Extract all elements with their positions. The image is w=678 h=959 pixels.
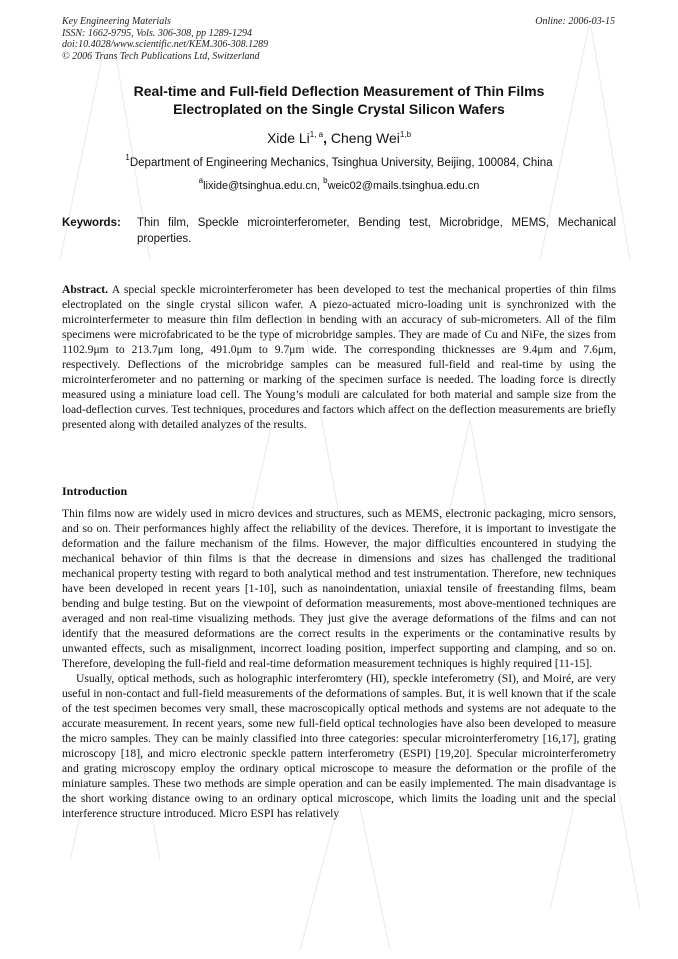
affiliation-text: Department of Engineering Mechanics, Tsinghua University, Beijing, 100084, China [129,157,553,169]
author-list [62,130,616,146]
author-2: Cheng Wei [330,130,400,146]
email-b: weic02@mails.tsinghua.edu.cn [327,180,480,192]
affiliation [62,153,616,169]
email-a-sup: a [198,176,204,185]
journal-header [62,16,268,62]
author-1-sup: 1, a [309,130,324,139]
email-b-sup: b [323,176,328,185]
keywords-block [62,215,616,247]
author-emails [62,176,616,192]
journal-name: Key Engineering Materials [62,16,171,27]
author-separator: , [323,130,331,146]
title-line-2: Electroplated on the Single Crystal Silicon Wafers [173,101,505,117]
abstract [62,282,616,432]
title-line-1: Real-time and Full-field Deflection Measurement of Thin Films [133,83,545,99]
keywords-text: Thin film, Speckle microinterferometer, Bending test, Microbridge, MEMS, Mechanical properties. [137,217,616,245]
intro-paragraph-1: Thin films now are widely used in micro devices and structures, such as MEMS, electronic packaging, micro sensors, and so on. Their performances highly affect the reliability of the devices. Therefore, it is important to investigate the deformation and the failure mechanism of the films. However, the major difficulties encountered in studying the mechanical behavior of thin films is that the decrease in dimensions and sizes has challenged the traditional mechanical property testing with regard to both analytical method and test instrumentation. Therefore, new techniques have been developed in recent years [1-10], such as nanoindentation, uniaxial tensile of freestanding films, beam bending and bulge testing. But on the viewpoint of deformation measurements, most above-mentioned techniques are averaged and non real-time visualizing methods. They just give the average deformations of the films and can not identify that the measured deformations are the correct results in the experiments or the contaminative results by unwanted effects, such as misalignment, incorrect loading position, imperfect supporting and clamping, and so on. Therefore, developing the full-field and real-time deformation measurement techniques is highly required [11-15]. [62,507,616,670]
author-1: Xide Li [266,130,310,146]
email-a: lixide@tsinghua.edu.cn, [203,180,324,192]
abstract-label: Abstract. [62,283,109,296]
author-2-sup: 1,b [399,130,412,139]
introduction-heading: Introduction [62,484,128,498]
intro-paragraph-2: Usually, optical methods, such as holographic interferomtery (HI), speckle inteferometry (SI), and Moiré, are very useful in non-contact and full-field measurements of the deformations of samples. But, it is well known that if the scale of the test specimen becomes very small, these macroscopically optical methods and systems are not adequate to the accurate measurement. In recent years, some new full-field optical technologies have also been developed to measure the micro samples. They can be mainly classified into three categories: specular microinterferometry [16,17], grating microscopy [18], and micro electronic speckle pattern interferometry (ESPI) [19,20]. Specular microinterferometry and grating microscopy employ the ordinary optical microscope to measure the deformation or the profile of the miniature samples. These two methods are simple operation and can be easily implemented. The main disadvantage is the short working distance owing to an ordinary optical microscope, which limits the loading unit and the special interference structure introduced. Micro ESPI has relatively [62,672,616,820]
affiliation-sup: 1 [125,153,130,162]
abstract-text: A special speckle microinterferometer has been developed to test the mechanical properties of thin films electroplated on the single crystal silicon wafer. A piezo-actuated micro-loading unit is synchronized with the microinterfermeter to measure thin film deflection in bending with an accuracy of sub-micrometers. All of the film specimens were microfabricated to be the type of microbridge samples. They are made of Cu and NiFe, the sizes from 1102.9μm to 213.7μm long, 491.0μm to 9.7μm wide. The corresponding thicknesses are 9.4μm and 7.6μm, respectively. Deflections of the microbridge samples can be measured full-field and real-time by using the microinterferometer and no patterning or marking of the specimen surface is needed. The loading force is directly measured using a miniature load cell. The Young’s moduli are calculated for both material and sample size from the load-deflection curves. Test techniques, procedures and factors which affect on the deflection measurements are briefly presented along with detailed analyzes of the results. [62,283,616,431]
issn-line: ISSN: 1662-9795, Vols. 306-308, pp 1289-1294 [62,27,252,39]
doi-line: doi:10.4028/www.scientific.net/KEM.306-308.1289 [62,39,269,50]
paper-title [62,82,616,118]
online-date: Online: 2006-03-15 [535,16,615,27]
copyright-line: © 2006 Trans Tech Publications Ltd, Switzerland [62,50,260,62]
keywords-label: Keywords: [62,217,121,229]
introduction-body [62,506,616,821]
